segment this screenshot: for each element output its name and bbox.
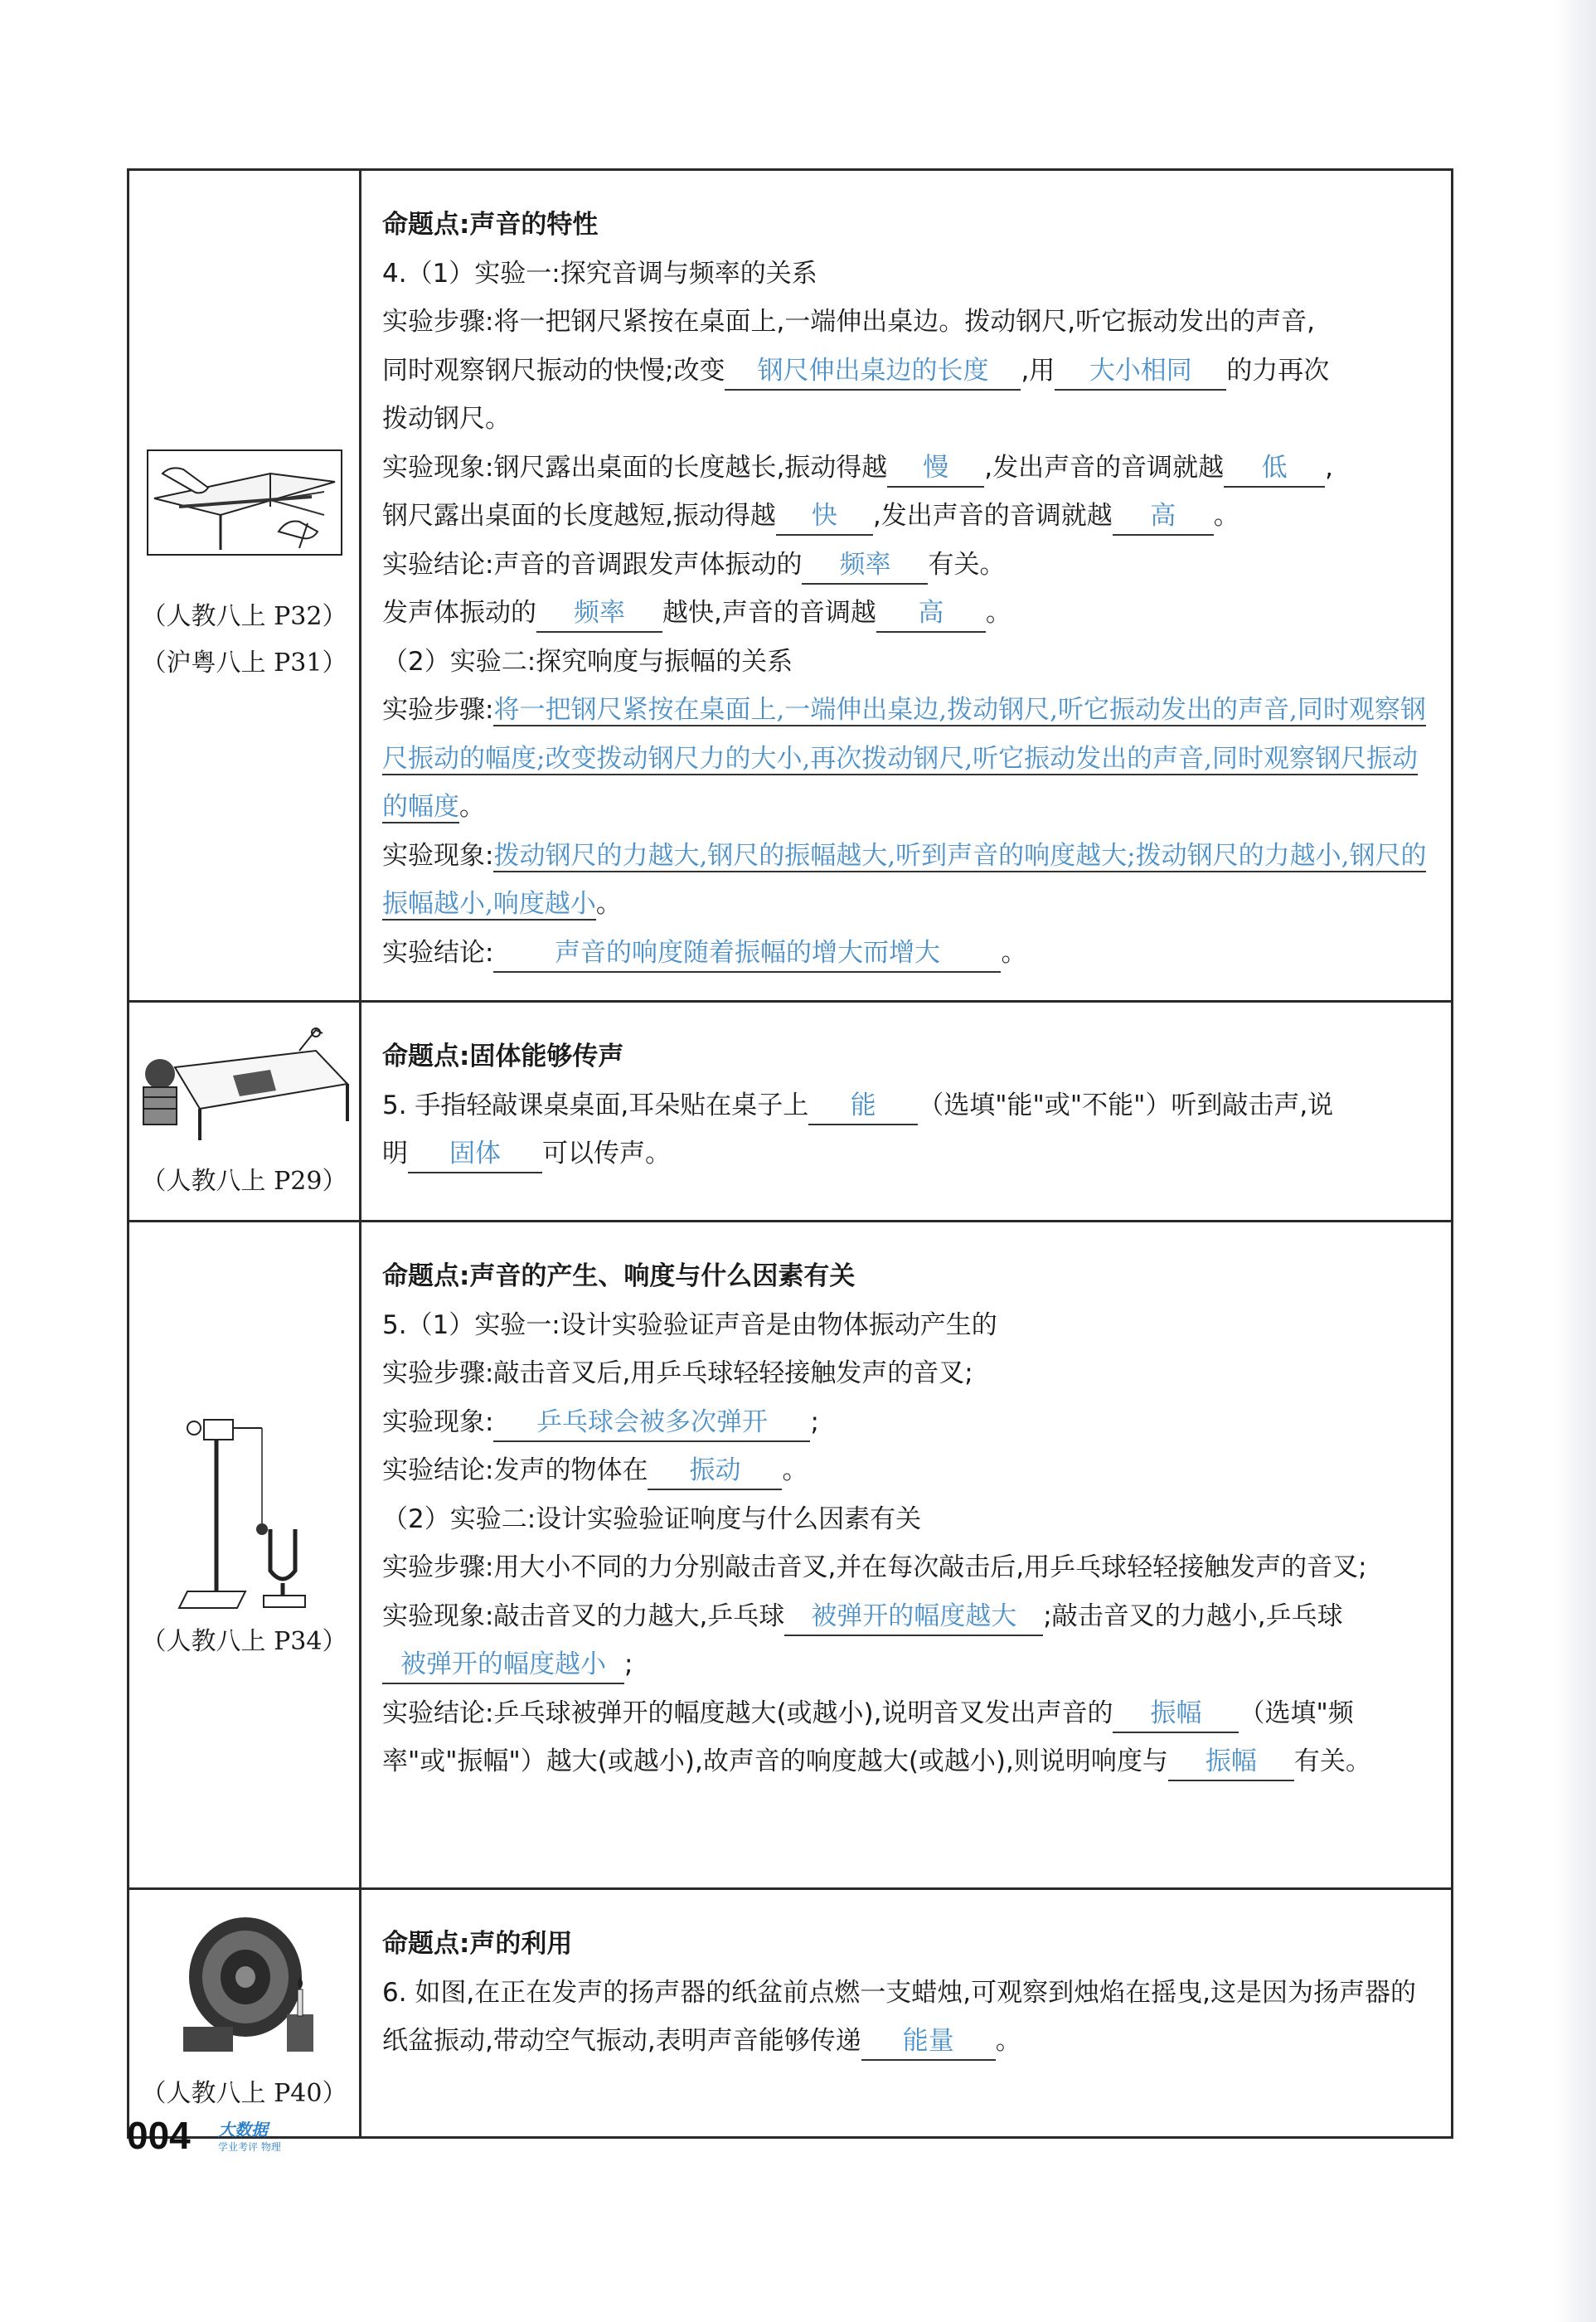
answer-blank: 被弹开的幅度越小 — [382, 1646, 624, 1684]
answer-blank: 慢 — [887, 449, 984, 488]
proposition-title: 命题点:固体能够传声 — [382, 1042, 624, 1071]
brand-logo — [218, 2116, 384, 2166]
answer-blank: 能 — [808, 1087, 918, 1125]
conclusion-text: 实验结论: 声音的响度随着振幅的增大而增大 。 — [382, 929, 1439, 978]
proposition-title: 命题点:声音的产生、响度与什么因素有关 — [382, 1261, 856, 1291]
brand-subtitle: 学业考评 物理 — [218, 2141, 281, 2153]
answer-blank: 振幅 — [1168, 1743, 1294, 1781]
tuning-fork-illustration — [171, 1413, 320, 1612]
textbook-reference: （人教八上 P34） — [141, 1627, 347, 1656]
content-cell — [361, 1222, 1453, 1889]
question-line: 6. 如图,在正在发声的扬声器的纸盆前点燃一支蜡烛,可观察到烛焰在摇曳,这是因为扬声器的纸盆振动,带动空气振动,表明声音能够传递 能量 。 — [382, 1969, 1439, 2066]
textbook-reference: （沪粤八上 P31） — [141, 649, 347, 678]
conclusion-text: 实验结论:发声的物体在 振动 。 — [382, 1446, 1439, 1495]
answer-blank: 乒乓球会被多次弹开 — [493, 1404, 810, 1442]
answer-blank: 固体 — [408, 1135, 542, 1173]
answer-blank: 被弹开的幅度越大 — [784, 1598, 1043, 1636]
question-line: （2）实验二:设计实验验证响度与什么因素有关 — [382, 1503, 922, 1534]
brand-name: 大数据 — [218, 2120, 268, 2140]
figure-cell — [129, 1002, 361, 1222]
answer-blank: 频率 — [802, 546, 928, 585]
answer-blank: 拨动钢尺的力越大,钢尺的振幅越大,听到声音的响度越大;拨动钢尺的力越小,钢尺的振幅越小,响度越小 — [382, 840, 1427, 919]
answer-blank: 高 — [1113, 498, 1214, 536]
step-text: 实验步骤:将一把钢尺紧按在桌面上,一端伸出桌边。拨动钢尺,听它振动发出的声音, — [382, 307, 1316, 337]
content-cell — [361, 170, 1453, 1002]
figure-cell — [129, 1222, 361, 1889]
experiment-table — [127, 168, 1453, 2139]
question-line: （2）实验二:探究响度与振幅的关系 — [382, 646, 793, 677]
table-row — [129, 1222, 1453, 1889]
answer-blank: 高 — [876, 595, 986, 633]
step-text: 实验步骤:用大小不同的力分别敲击音叉,并在每次敲击后,用乒乓球轻轻接触发声的音叉; — [382, 1552, 1367, 1582]
textbook-reference: （人教八上 P29） — [141, 1167, 347, 1196]
proposition-title: 命题点:声音的特性 — [382, 210, 599, 240]
step-text: 同时观察钢尺振动的快慢;改变 钢尺伸出桌边的长度 ,用 大小相同 的力再次 — [382, 347, 1439, 396]
question-line: 4.（1）实验一:探究音调与频率的关系 — [382, 258, 817, 289]
phenomenon-text: 钢尺露出桌面的长度越短,振动得越 快 ,发出声音的音调就越 高 。 — [382, 492, 1439, 541]
ear-on-desk-illustration — [133, 1018, 351, 1142]
conclusion-text: 实验结论:乒乓球被弹开的幅度越大(或越小),说明音叉发出声音的 振幅 （选填"频率"或"振幅"）越大(或越小),故声音的响度越大(或越小),则说明响度与 振幅 有关。 — [382, 1689, 1439, 1786]
figure-cell — [129, 170, 361, 1002]
answer-blank: 钢尺伸出桌边的长度 — [725, 352, 1021, 391]
ruler-on-table-illustration — [146, 449, 343, 556]
phenomenon-text: 实验现象:钢尺露出桌面的长度越长,振动得越 慢 ,发出声音的音调就越 低 , — [382, 444, 1439, 493]
step-text: 实验步骤:敲击音叉后,用乒乓球轻轻接触发声的音叉; — [382, 1358, 973, 1388]
answer-blank: 振幅 — [1113, 1695, 1239, 1733]
step-text: 实验步骤:将一把钢尺紧按在桌面上,一端伸出桌边,拨动钢尺,听它振动发出的声音,同时观察钢尺振动的幅度;改变拨动钢尺力的大小,再次拨动钢尺,听它振动发出的声音,同时观察钢尺振动的幅度。 — [382, 695, 1426, 822]
answer-blank: 快 — [776, 498, 873, 536]
answer-blank: 大小相同 — [1055, 352, 1226, 391]
conclusion-text: 发声体振动的 频率 越快,声音的音调越 高 。 — [382, 589, 1439, 638]
table-row — [129, 1889, 1453, 2138]
page-edge — [1555, 0, 1596, 2322]
answer-blank: 低 — [1224, 449, 1325, 488]
answer-blank: 将一把钢尺紧按在桌面上,一端伸出桌边,拨动钢尺,听它振动发出的声音,同时观察钢尺振动的幅度;改变拨动钢尺力的大小,再次拨动钢尺,听它振动发出的声音,同时观察钢尺振动的幅度 — [382, 695, 1426, 822]
figure-cell — [129, 1889, 361, 2138]
answer-blank: 频率 — [536, 595, 662, 633]
textbook-reference: （人教八上 P32） — [141, 602, 347, 631]
question-line: 5.（1）实验一:设计实验验证声音是由物体振动产生的 — [382, 1309, 997, 1340]
answer-blank: 能量 — [861, 2023, 996, 2061]
answer-blank: 声音的响度随着振幅的增大而增大 — [493, 935, 1001, 973]
question-line: 明 固体 可以传声。 — [382, 1129, 1439, 1178]
phenomenon-text: 实验现象:敲击音叉的力越大,乒乓球 被弹开的幅度越大 ;敲击音叉的力越小,乒乓球被弹开的幅度越小 ; — [382, 1592, 1439, 1689]
proposition-title: 命题点:声的利用 — [382, 1929, 573, 1959]
speaker-candle-illustration — [167, 1911, 332, 2060]
question-line: 5. 手指轻敲课桌桌面,耳朵贴在桌子上 能 （选填"能"或"不能"）听到敲击声,说 — [382, 1081, 1439, 1130]
textbook-reference: （人教八上 P40） — [141, 2079, 347, 2108]
page-number: 004 — [127, 2114, 191, 2157]
answer-blank: 振动 — [648, 1452, 782, 1490]
content-cell — [361, 1889, 1453, 2138]
step-text: 拨动钢尺。 — [382, 404, 511, 434]
conclusion-text: 实验结论:声音的音调跟发声体振动的 频率 有关。 — [382, 541, 1439, 590]
phenomenon-text: 实验现象:拨动钢尺的力越大,钢尺的振幅越大,听到声音的响度越大;拨动钢尺的力越小,钢尺的振幅越小,响度越小。 — [382, 840, 1427, 919]
phenomenon-text: 实验现象: 乒乓球会被多次弹开 ; — [382, 1398, 1439, 1447]
content-cell — [361, 1002, 1453, 1222]
table-row — [129, 170, 1453, 1002]
table-row — [129, 1002, 1453, 1222]
